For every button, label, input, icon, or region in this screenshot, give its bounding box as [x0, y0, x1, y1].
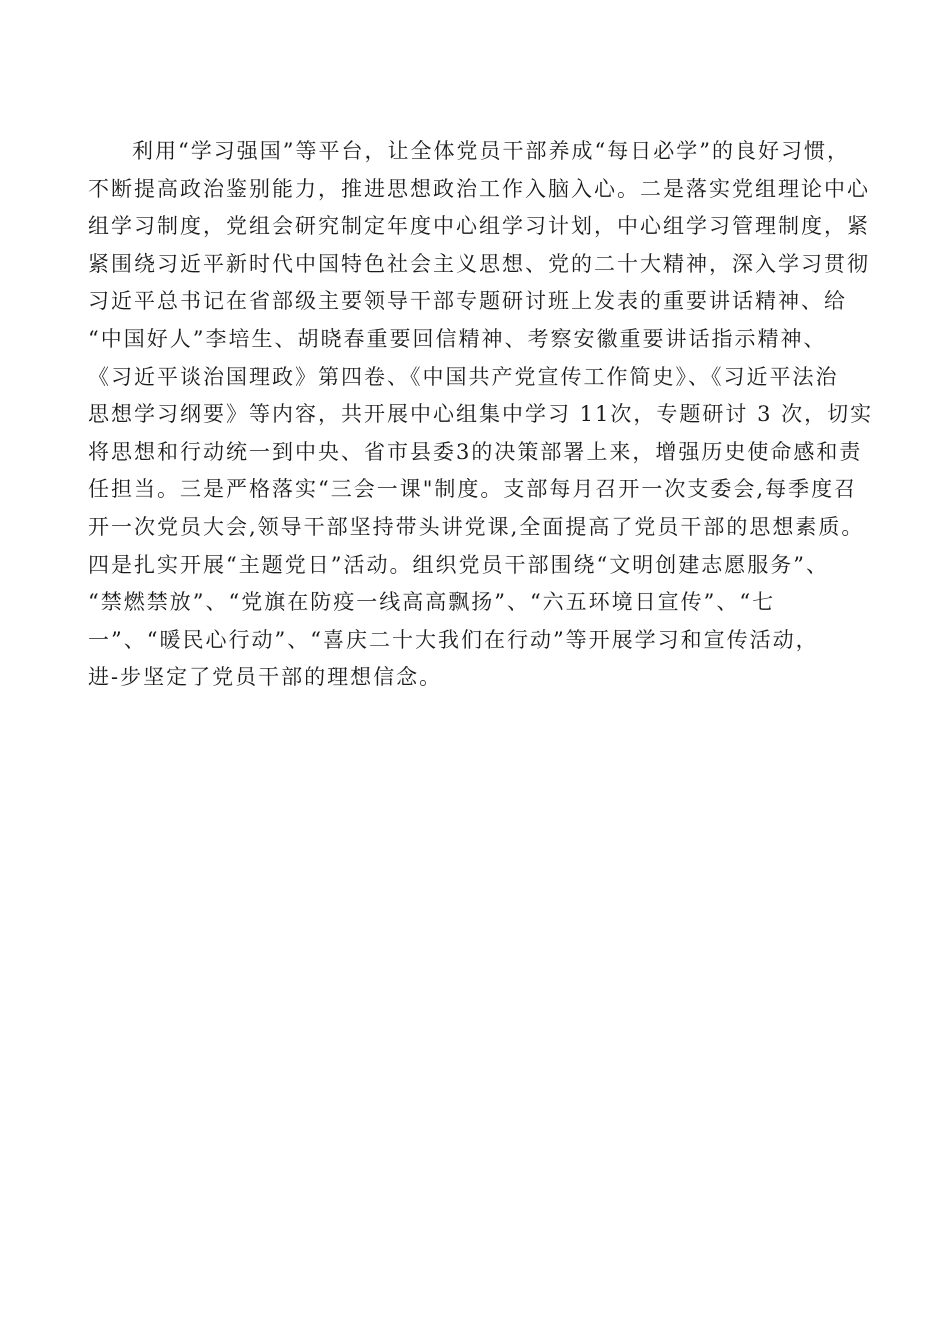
text-line: “中国好人”李培生、胡晓春重要回信精神、考察安徽重要讲话指示精神、: [88, 326, 827, 351]
body-paragraph: [88, 133, 874, 697]
text-line: 四是扎实开展“主题党日”活动。组织党员干部围绕“文明创建志愿服务”、: [88, 552, 829, 577]
text-line: 进-步坚定了党员干部的理想信念。: [88, 665, 443, 690]
text-line: 将思想和行动统一到中央、省市县委3的决策部署上来，增强历史使命感和责: [88, 439, 863, 464]
text-line: 一”、“暖民心行动”、“喜庆二十大我们在行动”等开展学习和宣传活动，: [88, 627, 819, 652]
text-line: 《习近平谈治国理政》第四卷、《中国共产党宣传工作简史》、《习近平法治: [88, 364, 839, 389]
text-line: 思想学习纲要》等内容，共开展中心组集中学习 11次，专题研讨 3 次，切实: [88, 402, 874, 427]
text-line: 不断提高政治鉴别能力，推进思想政治工作入脑入心。二是落实党组理论中心: [88, 176, 870, 201]
text-line: 利用“学习强国”等平台，让全体党员干部养成“每日必学”的良好习惯，: [132, 139, 850, 163]
text-line: “禁燃禁放”、“党旗在防疫一线高高飘扬”、“六五环境日宣传”、“七: [88, 590, 776, 615]
text-line: 习近平总书记在省部级主要领导干部专题研讨班上发表的重要讲话精神、给: [88, 289, 847, 314]
text-line: 组学习制度，党组会研究制定年度中心组学习计划，中心组学习管理制度，紧: [88, 214, 870, 239]
text-line: 紧围绕习近平新时代中国特色社会主义思想、党的二十大精神，深入学习贯彻: [88, 251, 870, 276]
text-line: 开一次党员大会,领导干部坚持带头讲党课,全面提高了党员干部的思想素质。: [88, 514, 865, 539]
text-line: 任担当。三是严格落实“三会一课"制度。支部每月召开一次支委会,每季度召: [88, 477, 858, 502]
